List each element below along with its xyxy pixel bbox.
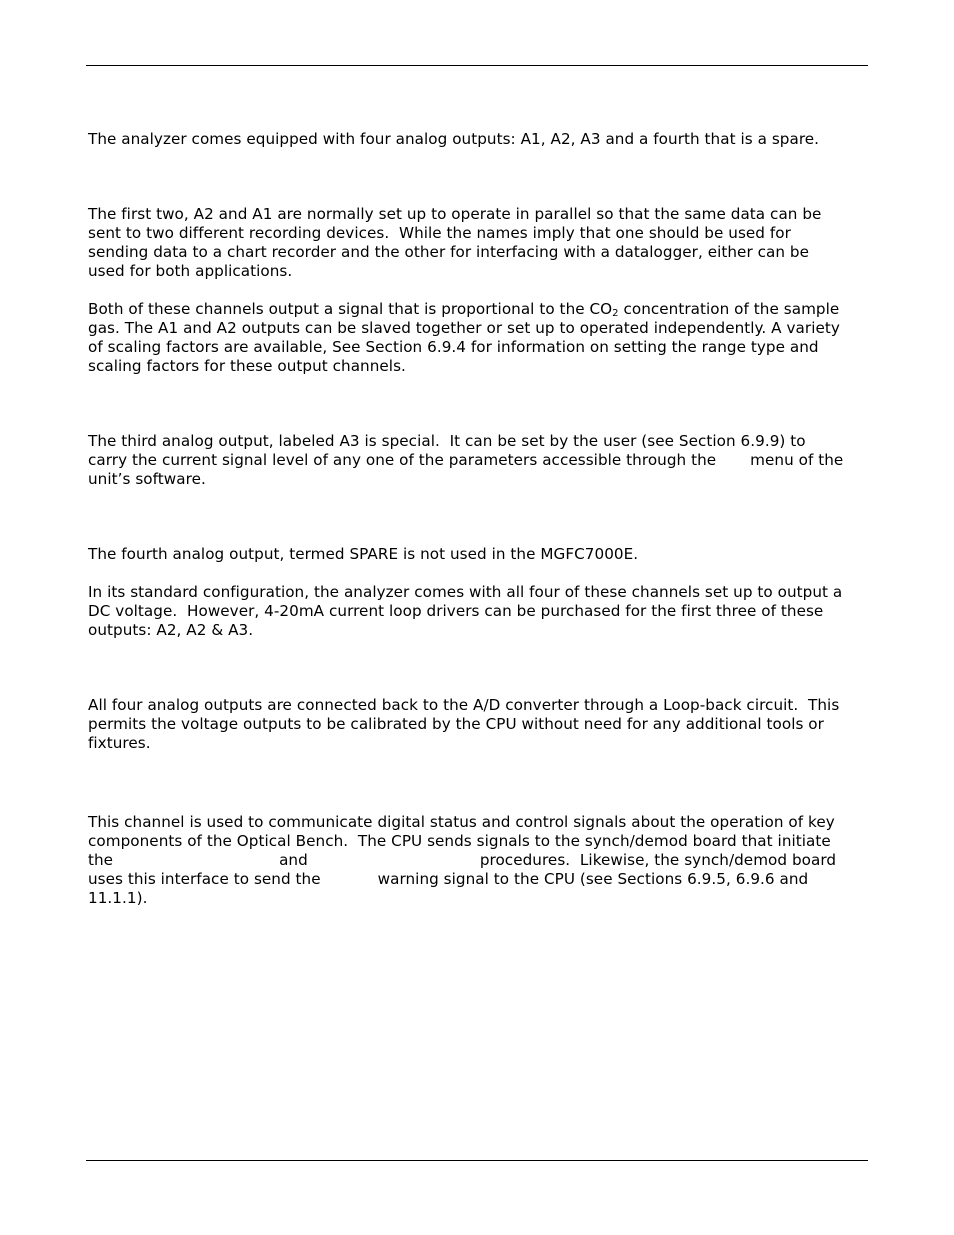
text-segment: the (88, 851, 114, 869)
text-line: fixtures. (88, 734, 151, 752)
text-segment: and (279, 851, 308, 869)
paragraph-optical-bench-channel (88, 813, 868, 908)
text-segment: menu of the (750, 451, 844, 469)
paragraph-loop-back-circuit (88, 696, 868, 753)
paragraph-standard-configuration (88, 583, 868, 640)
paragraph-a1-a2-outputs (88, 205, 868, 281)
text-line: DC voltage. However, 4-20mA current loop drivers can be purchased for the first three of these (88, 602, 824, 620)
text-line: permits the voltage outputs to be calibrated by the CPU without need for any additional tools or (88, 715, 824, 733)
subscript-2: 2 (612, 308, 619, 319)
text-line: used for both applications. (88, 262, 293, 280)
paragraph-a3-output (88, 432, 868, 489)
text-line: The third analog output, labeled A3 is special. It can be set by the user (see Section 6.9.9) to (88, 432, 806, 450)
text-segment: Both of these channels output a signal that is proportional to the CO (88, 300, 613, 318)
text-line: The first two, A2 and A1 are normally set up to operate in parallel so that the same data can be (88, 205, 822, 223)
text-line: sent to two different recording devices. While the names imply that one should be used for (88, 224, 791, 242)
footer-rule (86, 1160, 868, 1161)
text-line: The analyzer comes equipped with four analog outputs: A1, A2, A3 and a fourth that is a spare. (88, 130, 820, 148)
text-segment: carry the current signal level of any one of the parameters accessible through the (88, 451, 717, 469)
text-segment: uses this interface to send the (88, 870, 321, 888)
text-line: 11.1.1). (88, 889, 148, 907)
text-line: This channel is used to communicate digital status and control signals about the operation of key (88, 813, 835, 831)
text-line: sending data to a chart recorder and the other for interfacing with a datalogger, either can be (88, 243, 810, 261)
paragraph-analog-outputs-intro (88, 130, 868, 149)
text-line (88, 870, 868, 889)
text-line: components of the Optical Bench. The CPU sends signals to the synch/demod board that initiate (88, 832, 831, 850)
text-line (88, 851, 868, 870)
header-rule (86, 65, 868, 66)
text-line: unit’s software. (88, 470, 206, 488)
paragraph-spare-output (88, 545, 868, 564)
text-line: outputs: A2, A2 & A3. (88, 621, 254, 639)
text-segment: procedures. Likewise, the synch/demod board (479, 851, 837, 869)
text-line: All four analog outputs are connected back to the A/D converter through a Loop-back circuit. This (88, 696, 840, 714)
text-line (88, 451, 868, 470)
text-line: In its standard configuration, the analyzer comes with all four of these channels set up to output a (88, 583, 843, 601)
text-line: The fourth analog output, termed SPARE is not used in the MGFC7000E. (88, 545, 639, 563)
text-segment: warning signal to the CPU (see Sections 6.9.5, 6.9.6 and (377, 870, 809, 888)
text-line: scaling factors for these output channels. (88, 357, 406, 375)
text-segment: concentration of the sample (618, 300, 840, 318)
text-line: of scaling factors are available, See Section 6.9.4 for information on setting the range type and (88, 338, 819, 356)
paragraph-co2-signal (88, 300, 868, 376)
text-line: gas. The A1 and A2 outputs can be slaved together or set up to operated independently. A variety (88, 319, 840, 337)
text-line (88, 300, 868, 319)
